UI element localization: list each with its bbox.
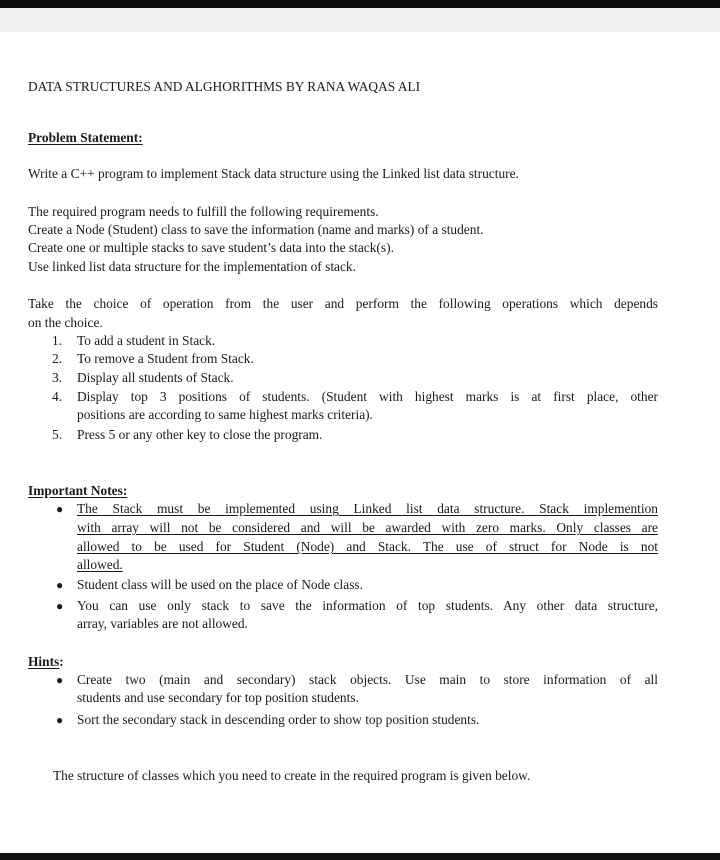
hint-line: students and use secondary for top position students. — [77, 690, 359, 705]
operation-item: To remove a Student from Stack. — [77, 351, 254, 366]
note-line: allowed. — [77, 557, 123, 572]
choice-line: on the choice. — [28, 315, 103, 330]
hint-line: Create two (main and secondary) stack objects. Use main to store information of all — [77, 672, 658, 687]
hints-heading-colon: : — [59, 654, 64, 669]
operation-number: 4. — [52, 389, 63, 404]
hints-heading — [28, 653, 64, 672]
bullet-icon: ● — [56, 713, 64, 727]
operation-number: 2. — [52, 351, 63, 366]
problem-statement-heading: Problem Statement: — [28, 130, 143, 145]
bullet-icon: ● — [56, 673, 64, 687]
note-line: You can use only stack to save the information of top students. Any other data structure, — [77, 598, 658, 613]
operation-item-continuation: positions are according to same highest marks criteria). — [77, 407, 373, 422]
bullet-icon: ● — [56, 599, 64, 613]
note-line: with array will not be considered and will be awarded with zero marks. Only classes are — [77, 520, 658, 535]
note-line: Student class will be used on the place of Node class. — [77, 577, 363, 592]
bullet-icon: ● — [56, 502, 64, 516]
operation-item: Display all students of Stack. — [77, 370, 234, 385]
note-line: array, variables are not allowed. — [77, 616, 248, 631]
note-line: allowed to be used for Student (Node) and Stack. The use of struct for Node is not — [77, 539, 658, 554]
bullet-icon: ● — [56, 578, 64, 592]
hints-heading-text: Hints — [28, 654, 60, 669]
operation-number: 1. — [52, 333, 63, 348]
requirement-line: The required program needs to fulfill the following requirements. — [28, 204, 379, 219]
requirement-line: Create one or multiple stacks to save student’s data into the stack(s). — [28, 240, 394, 255]
operation-item: To add a student in Stack. — [77, 333, 216, 348]
requirement-line: Create a Node (Student) class to save the information (name and marks) of a student. — [28, 222, 484, 237]
operation-item: Press 5 or any other key to close the program. — [77, 427, 323, 442]
note-line: The Stack must be implemented using Linked list data structure. Stack implemention — [77, 501, 658, 516]
operation-number: 5. — [52, 427, 63, 442]
choice-line: Take the choice of operation from the user and perform the following operations which depends — [28, 296, 658, 311]
closing-line: The structure of classes which you need to create in the required program is given below. — [53, 768, 531, 783]
operation-number: 3. — [52, 370, 63, 385]
requirement-line: Use linked list data structure for the implementation of stack. — [28, 259, 356, 274]
bottom-edge-bar — [0, 853, 720, 860]
document-title: DATA STRUCTURES AND ALGHORITHMS BY RANA WAQAS ALI — [28, 79, 421, 94]
hint-line: Sort the secondary stack in descending order to show top position students. — [77, 712, 480, 727]
problem-intro: Write a C++ program to implement Stack data structure using the Linked list data structure. — [28, 166, 519, 181]
important-notes-heading: Important Notes: — [28, 483, 128, 498]
operation-item: Display top 3 positions of students. (Student with highest marks is at first place, other — [77, 389, 658, 404]
